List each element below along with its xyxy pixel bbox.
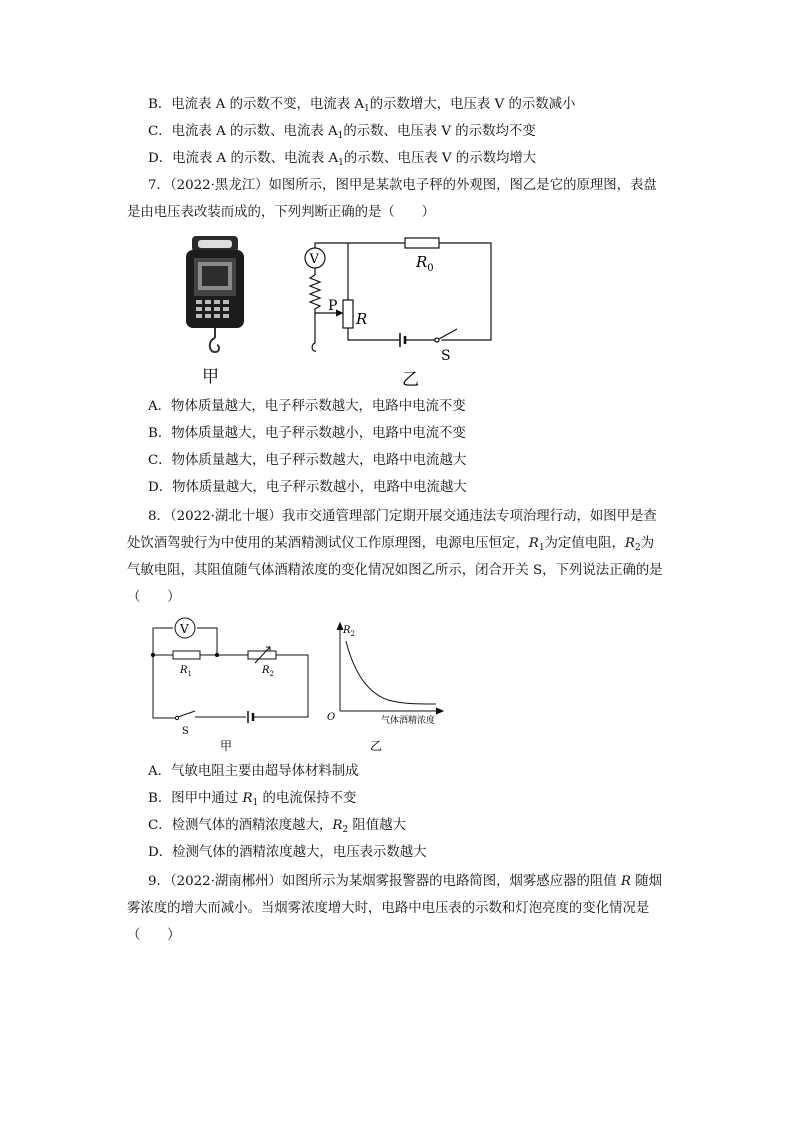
q9-stem-line3: （ ） bbox=[127, 928, 181, 943]
q8-caption-left: 甲 bbox=[220, 739, 233, 753]
q7-r-label: R bbox=[356, 310, 368, 328]
q8-stem-line2: 处饮酒驾驶行为中使用的某酒精测试仪工作原理图，电源电压恒定，$R_1$为定值电阻，$R_2$为 bbox=[127, 536, 655, 553]
q9-stem-line1: 9．（2022·湖南郴州）如图所示为某烟雾报警器的电路简图，烟雾感应器的阻值 R 随烟 bbox=[148, 874, 663, 889]
q7-option-a: A．物体质量越大，电子秤示数越大，电路中电流不变 bbox=[148, 399, 466, 414]
q8-figure bbox=[140, 615, 460, 755]
q8-option-d: D．检测气体的酒精浓度越大，电压表示数越大 bbox=[148, 845, 427, 860]
q8-stem-line3: 气敏电阻，其阻值随气体酒精浓度的变化情况如图乙所示，闭合开关 S，下列说法正确的是 bbox=[127, 563, 663, 578]
electronic-scale-picture bbox=[186, 236, 244, 352]
q7-r0-label: $R_0$ bbox=[416, 253, 434, 274]
q6-option-d: D．电流表 A 的示数、电流表 $A_1$的示数、电压表 V 的示数均增大 bbox=[148, 151, 537, 168]
q7-p-label: P bbox=[328, 298, 338, 314]
q8-stem-line4: （ ） bbox=[127, 590, 181, 605]
q6-option-c: C．电流表 A 的示数、电流表 $A_1$的示数、电压表 V 的示数均不变 bbox=[148, 124, 536, 141]
q7-switch-label: S bbox=[441, 348, 451, 364]
q7-option-b: B．物体质量越大，电子秤示数越小，电路中电流不变 bbox=[148, 426, 466, 441]
q7-stem-line2: 是由电压表改装而成的，下列判断正确的是（ ） bbox=[127, 205, 435, 220]
q8-r2-label: $R_2$ bbox=[262, 665, 274, 678]
q8-option-b: B．图甲中通过 $R_1$ 的电流保持不变 bbox=[148, 791, 357, 808]
q8-graph-curve bbox=[346, 641, 436, 704]
q8-caption-right: 乙 bbox=[370, 739, 383, 753]
q8-stem-line1: 8．（2022·湖北十堰）我市交通管理部门定期开展交通违法专项治理行动，如图甲是查 bbox=[148, 509, 657, 524]
q8-switch-label: S bbox=[182, 726, 189, 737]
q8-graph-y-label: $R_2$ bbox=[343, 625, 355, 638]
q8-r1-label: $R_1$ bbox=[180, 665, 192, 678]
q8-graph-x-label: 气体酒精浓度 bbox=[381, 716, 436, 726]
q7-caption-left: 甲 bbox=[202, 367, 219, 387]
q7-option-d: D．物体质量越大，电子秤示数越小，电路中电流越大 bbox=[148, 480, 467, 495]
q7-voltmeter-label: V bbox=[309, 252, 319, 267]
q7-stem-line1: 7．（2022·黑龙江）如图所示，图甲是某款电子秤的外观图，图乙是它的原理图，表盘 bbox=[148, 178, 657, 193]
q8-option-c: C．检测气体的酒精浓度越大，$R_2$ 阻值越大 bbox=[148, 818, 406, 835]
q8-circuit bbox=[153, 618, 308, 723]
q7-circuit bbox=[305, 238, 491, 351]
q8-graph-origin: O bbox=[327, 712, 336, 723]
q6-option-b: B．电流表 A 的示数不变，电流表 $A_1$的示数增大，电压表 V 的示数减小 bbox=[148, 97, 576, 114]
q8-option-a: A．气敏电阻主要由超导体材料制成 bbox=[148, 764, 359, 779]
q9-stem-line2: 雾浓度的增大而减小。当烟雾浓度增大时，电路中电压表的示数和灯泡亮度的变化情况是 bbox=[127, 901, 650, 916]
q8-voltmeter-label: V bbox=[180, 622, 189, 636]
q7-caption-right: 乙 bbox=[402, 370, 419, 390]
q7-figure bbox=[180, 230, 500, 390]
q7-option-c: C．物体质量越大，电子秤示数越大，电路中电流越大 bbox=[148, 453, 467, 468]
